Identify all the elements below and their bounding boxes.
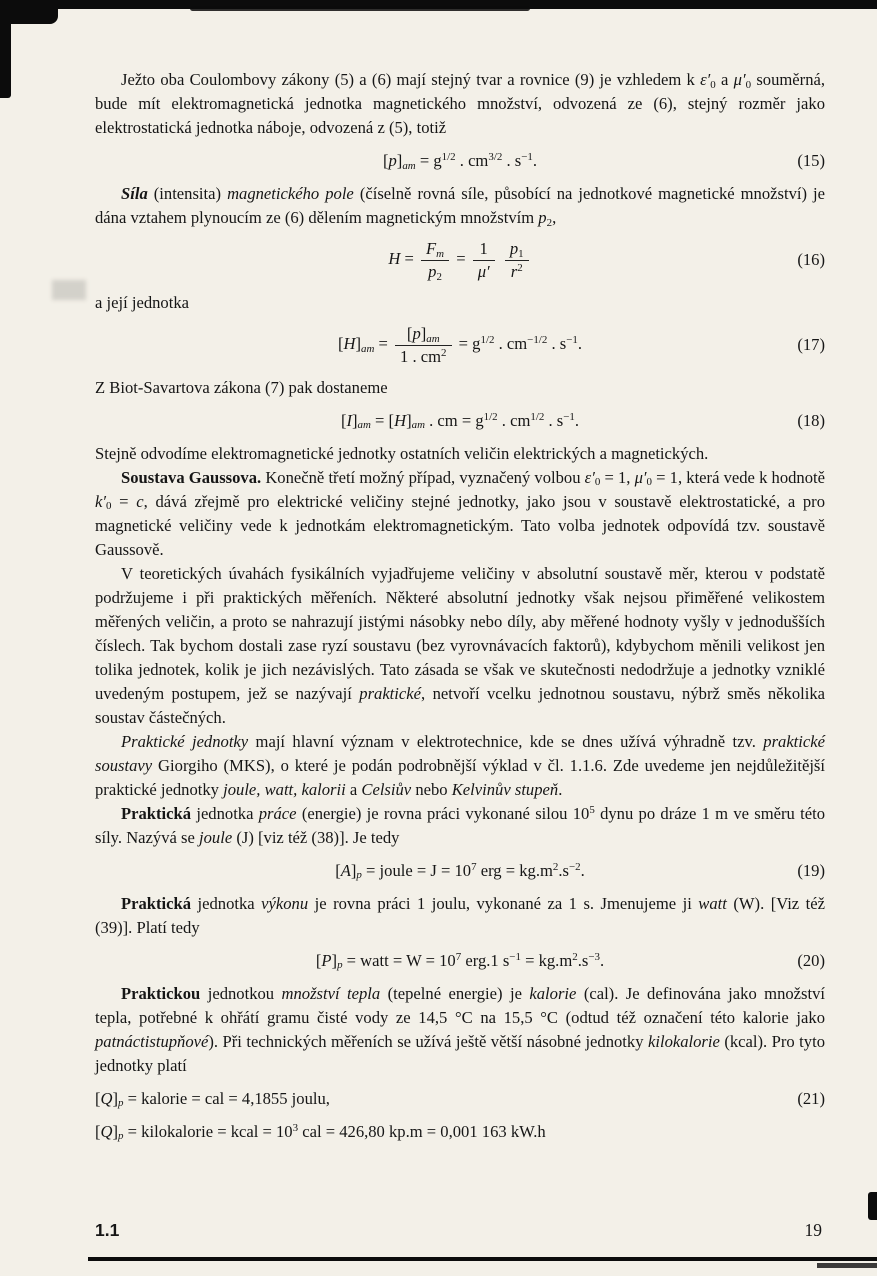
equation xyxy=(95,324,825,367)
equation-number: (18) xyxy=(797,410,825,430)
paragraph: V teoretických úvahách fysikálních vyjadřujeme veličiny v absolutní soustavě měr, kterou v podstatě podržujeme i při praktických měřeních. Některé absolutní jednotky však nejsou přiměřené velikostem měřených veličin, a proto se nahrazují jistými násobky nebo díly, aby měřené hodnoty vyšly v jednodušších číslech. Tak bychom dostali zase ryzí soustavu (bez vyrovnávacích faktorů), kdybychom měnili velikost jen tolika jednotek, kolik je jich nezávislých. Tato zásada se však ve skutečnosti nedodržuje a jednotky vzniklé uvedeným postupem, jež se nazývají praktické, netvoří vcelku jednotnou soustavu, nýbrž směs několika soustav částečných. xyxy=(95,563,825,727)
scan-artifact-left-edge xyxy=(0,16,11,98)
equation-body: $[A]_p$ = joule = $J = 10^7$ erg = $kg.m^2.s^{-2}$. xyxy=(335,860,585,882)
equation-body: $[H]_{am}$ = $\frac{[p]_{am}}{1 . cm^2}$ = $g^{1/2}$ . $cm^{-1/2}$ . $s^{-1}$. xyxy=(337,323,583,366)
equation-body: $[Q]_p$ = kalorie = cal = 4,1855 joulu, xyxy=(95,1088,330,1110)
paragraph: Síla (intensita) magnetického pole (číselně rovná síle, působící na jednotkové magnetické množství) je dána vztahem plynoucím ze (6) dělením magnetickým množstvím $p_2$, xyxy=(95,184,825,229)
equation-number: (19) xyxy=(797,860,825,880)
equation-number: (20) xyxy=(797,950,825,970)
paragraph: Praktické jednotky mají hlavní význam v elektrotechnice, kde se dnes užívá výhradně tzv. praktické soustavy Giorgiho (MKS), o které je podán podrobnější výklad v čl. 1.1.6. Zde uvedeme jen nejdůležitější praktické jednotky joule, watt, kalorii a Celsiův nebo Kelvinův stupeň. xyxy=(95,731,825,799)
fraction: $\frac{[p]_{am}}{1 . cm^2}$ xyxy=(395,324,451,367)
document-content xyxy=(95,68,825,1153)
equation xyxy=(95,1120,825,1144)
fraction: $\frac{1}{\mu'}$ xyxy=(473,239,495,282)
scan-artifact-bottom-corner xyxy=(817,1263,877,1268)
equation-body: $[Q]_p$ = kilokalorie = kcal = $10^3$ cal = 426,80 kp.m = 0,001 163 kW.h xyxy=(95,1121,546,1143)
equation-number: (15) xyxy=(797,151,825,170)
paragraph: Soustava Gaussova. Konečně třetí možný případ, vyznačený volbou $\varepsilon'_0 = 1$, $\mu'_0 = 1$, která vede k hodnotě $k'_0 = c$, dává zřejmě pro elektrické veličiny stejné jednotky, jako jsou v soustavě elektrostatické, a pro magnetické veličiny vede k jednotkám elektromagnetickým. Tato volba jednotek odpovídá tzv. soustavě Gaussově. xyxy=(95,467,826,559)
equation xyxy=(95,239,825,282)
fraction: $\frac{p_1}{r^2}$ xyxy=(505,239,529,282)
scan-artifact-top-bump xyxy=(190,6,530,11)
paragraph: a její jednotka xyxy=(95,292,189,312)
equation xyxy=(95,409,825,433)
paragraph: Praktickou jednotkou množství tepla (tepelné energie) je kalorie (cal). Je definována jako množství tepla, potřebné k ohřátí gramu čisté vody ze 14,5 °C na 15,5 °C (odtud též označení této kalorie jako patnáctistupňové). Při technických měřeních se užívá ještě větší násobné jednotky kilokalorie (kcal). Pro tyto jednotky platí xyxy=(95,983,826,1075)
section-number: 1.1 xyxy=(95,1220,120,1240)
equation xyxy=(95,1087,825,1111)
paragraph: Praktická jednotka práce (energie) je rovna práci vykonané silou $10^5$ dynu po dráze 1 m ve směru této síly. Nazývá se joule (J) [viz též (38)]. Je tedy xyxy=(95,803,825,847)
equation xyxy=(95,859,825,883)
equation xyxy=(95,949,825,973)
paragraph: Stejně odvodíme elektromagnetické jednotky ostatních veličin elektrických a magnetických. xyxy=(95,443,709,463)
equation xyxy=(95,149,825,173)
paragraph: Ježto oba Coulombovy zákony (5) a (6) mají stejný tvar a rovnice (9) je vzhledem k $\varepsilon'_0$ a $\mu'_0$ souměrná, bude mít elektromagnetická jednotka magnetického množství, odvozená ze (6), stejný rozměr jako elektrostatická jednotka náboje, odvozená z (5), totiž xyxy=(95,70,826,137)
equation-number: (17) xyxy=(797,335,825,355)
page-number: 19 xyxy=(804,1220,822,1240)
equation-body: H = $\frac{F_m}{p_2}$ = $\frac{1}{\mu'}$ $\frac{p_1}{r^2}$ xyxy=(388,239,531,282)
equation-body: $[p]_{am} = g^{1/2}$ . $cm^{3/2}$ . $s^{-1}$. xyxy=(382,150,538,172)
paragraph: Praktická jednotka výkonu je rovna práci 1 joulu, vykonané za 1 s. Jmenujeme ji watt (W). [Viz též (39)]. Platí tedy xyxy=(95,893,825,937)
scan-artifact-bottom-line xyxy=(88,1257,877,1261)
paragraph: Z Biot-Savartova zákona (7) pak dostaneme xyxy=(95,377,388,397)
equation-number: (21) xyxy=(797,1088,825,1108)
equation-body: $[P]_p$ = watt = $W = 10^7$ erg.1 $s^{-1} = kg.m^2.s^{-3}$. xyxy=(315,950,605,972)
fraction: $\frac{F_m}{p_2}$ xyxy=(421,239,449,282)
equation-number: (16) xyxy=(797,250,825,270)
scan-artifact-right-edge xyxy=(868,1192,877,1220)
scan-artifact-smudge xyxy=(52,280,86,300)
equation-body: $[I]_{am} = [H]_{am}$ . cm = $g^{1/2}$ . $cm^{1/2}$ . $s^{-1}$. xyxy=(340,410,580,432)
